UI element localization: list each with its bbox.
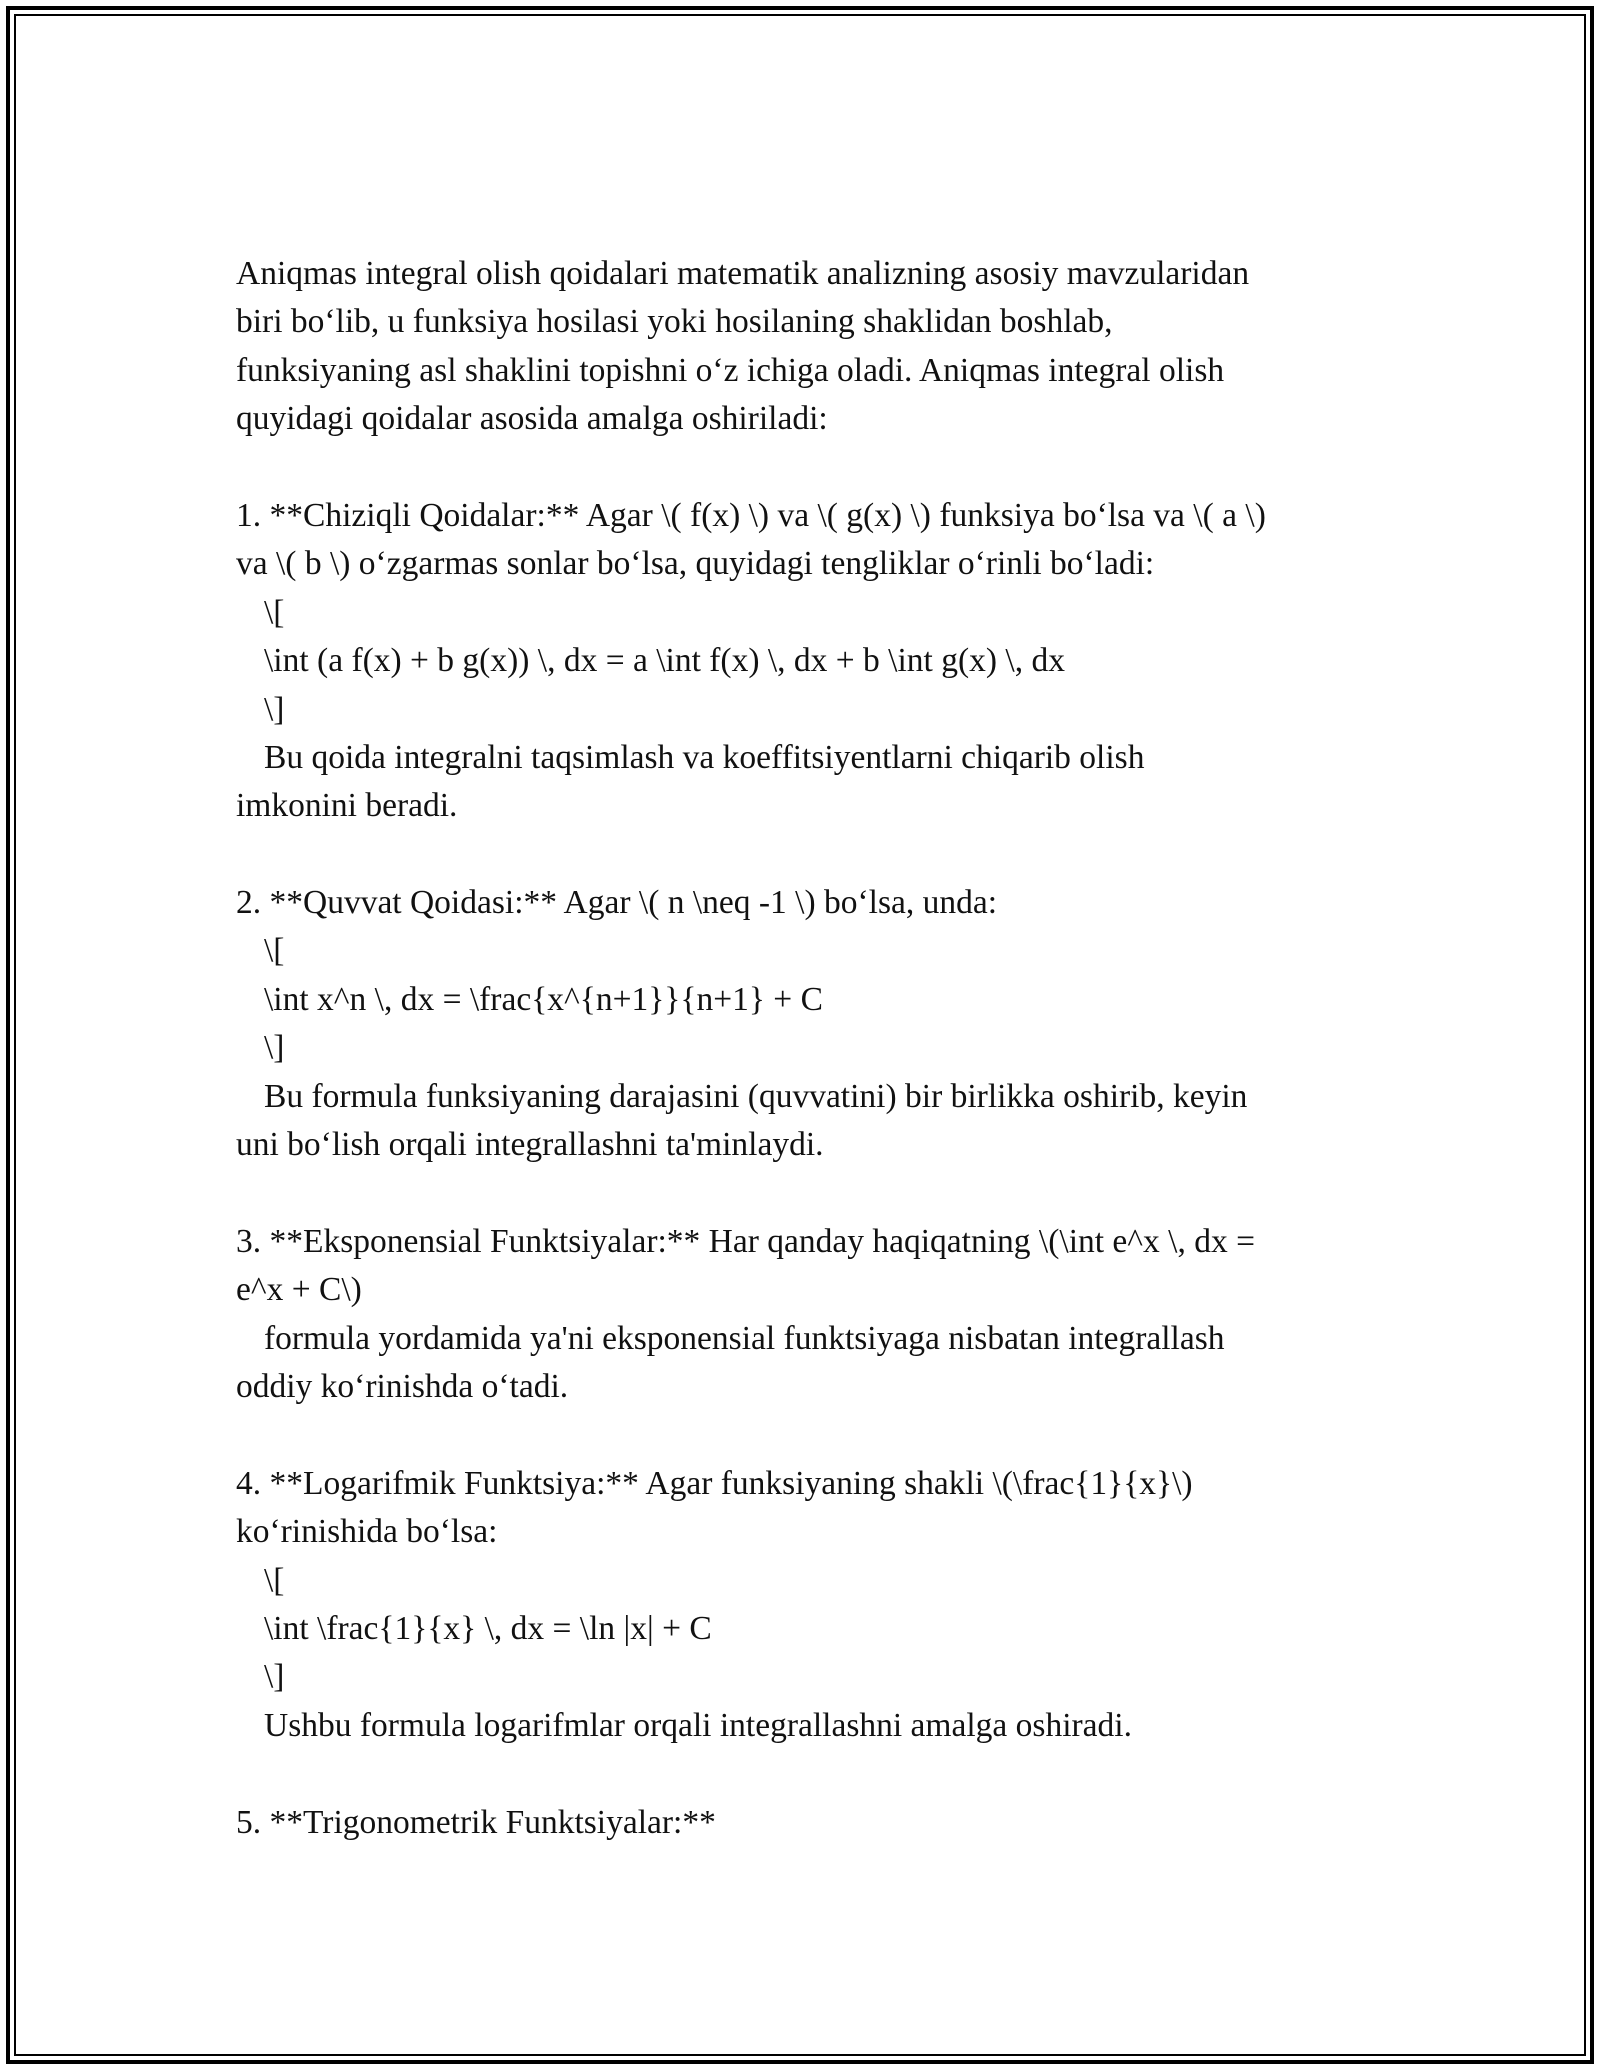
rule2-note-2: uni bo‘lish orqali integrallashni ta'minlaydi. xyxy=(236,1126,824,1164)
rule2-math-open: \[ xyxy=(264,932,285,970)
spacer xyxy=(236,1169,1386,1217)
intro-line-2: biri bo‘lib, u funksiya hosilasi yoki hosilaning shaklidan boshlab, xyxy=(236,303,1113,341)
rule4-heading-cont: ko‘rinishida bo‘lsa: xyxy=(236,1513,498,1551)
rule3-heading: 3. **Eksponensial Funktsiyalar:** Har qanday haqiqatning \(\int e^x \, dx = xyxy=(236,1222,1255,1260)
rule1-math-open: \[ xyxy=(264,593,285,631)
rule2-note-1: Bu formula funksiyaning darajasini (quvvatini) bir birlikka oshirib, keyin xyxy=(264,1077,1248,1115)
rule1-math-close: \] xyxy=(264,690,285,728)
rule3-heading-cont: e^x + C\) xyxy=(236,1271,362,1309)
rule4-note-1: Ushbu formula logarifmlar orqali integrallashni amalga oshiradi. xyxy=(264,1706,1132,1744)
document-body xyxy=(236,250,1386,1847)
spacer xyxy=(236,1411,1386,1459)
rule1-note-2: imkonini beradi. xyxy=(236,787,458,825)
rule4-math-open: \[ xyxy=(264,1561,285,1599)
intro-line-3: funksiyaning asl shaklini topishni o‘z ichiga oladi. Aniqmas integral olish xyxy=(236,351,1225,389)
spacer xyxy=(236,1750,1386,1798)
rule1-heading-cont: va \( b \) o‘zgarmas sonlar bo‘lsa, quyidagi tengliklar o‘rinli bo‘ladi: xyxy=(236,545,1155,583)
rule3-note-1: formula yordamida ya'ni eksponensial funktsiyaga nisbatan integrallash xyxy=(264,1319,1225,1357)
rule4-formula: \int \frac{1}{x} \, dx = \ln |x| + C xyxy=(264,1609,712,1647)
intro-line-4: quyidagi qoidalar asosida amalga oshiriladi: xyxy=(236,400,828,438)
rule1-note-1: Bu qoida integralni taqsimlash va koeffitsiyentlarni chiqarib olish xyxy=(264,738,1145,776)
rule4-math-close: \] xyxy=(264,1658,285,1696)
spacer xyxy=(236,444,1386,492)
rule4-heading: 4. **Logarifmik Funktsiya:** Agar funksiyaning shakli \(\frac{1}{x}\) xyxy=(236,1464,1193,1502)
rule2-math-close: \] xyxy=(264,1029,285,1067)
rule2-heading: 2. **Quvvat Qoidasi:** Agar \( n \neq -1 \) bo‘lsa, unda: xyxy=(236,884,998,922)
rule1-heading: 1. **Chiziqli Qoidalar:** Agar \( f(x) \) va \( g(x) \) funksiya bo‘lsa va \( a \) xyxy=(236,496,1266,534)
rule5-heading: 5. **Trigonometrik Funktsiyalar:** xyxy=(236,1803,716,1841)
spacer xyxy=(236,831,1386,879)
rule1-formula: \int (a f(x) + b g(x)) \, dx = a \int f(x) \, dx + b \int g(x) \, dx xyxy=(264,642,1065,680)
intro-line-1: Aniqmas integral olish qoidalari matematik analizning asosiy mavzularidan xyxy=(236,255,1250,292)
rule2-formula: \int x^n \, dx = \frac{x^{n+1}}{n+1} + C xyxy=(264,980,823,1018)
rule3-note-2: oddiy ko‘rinishda o‘tadi. xyxy=(236,1367,569,1405)
